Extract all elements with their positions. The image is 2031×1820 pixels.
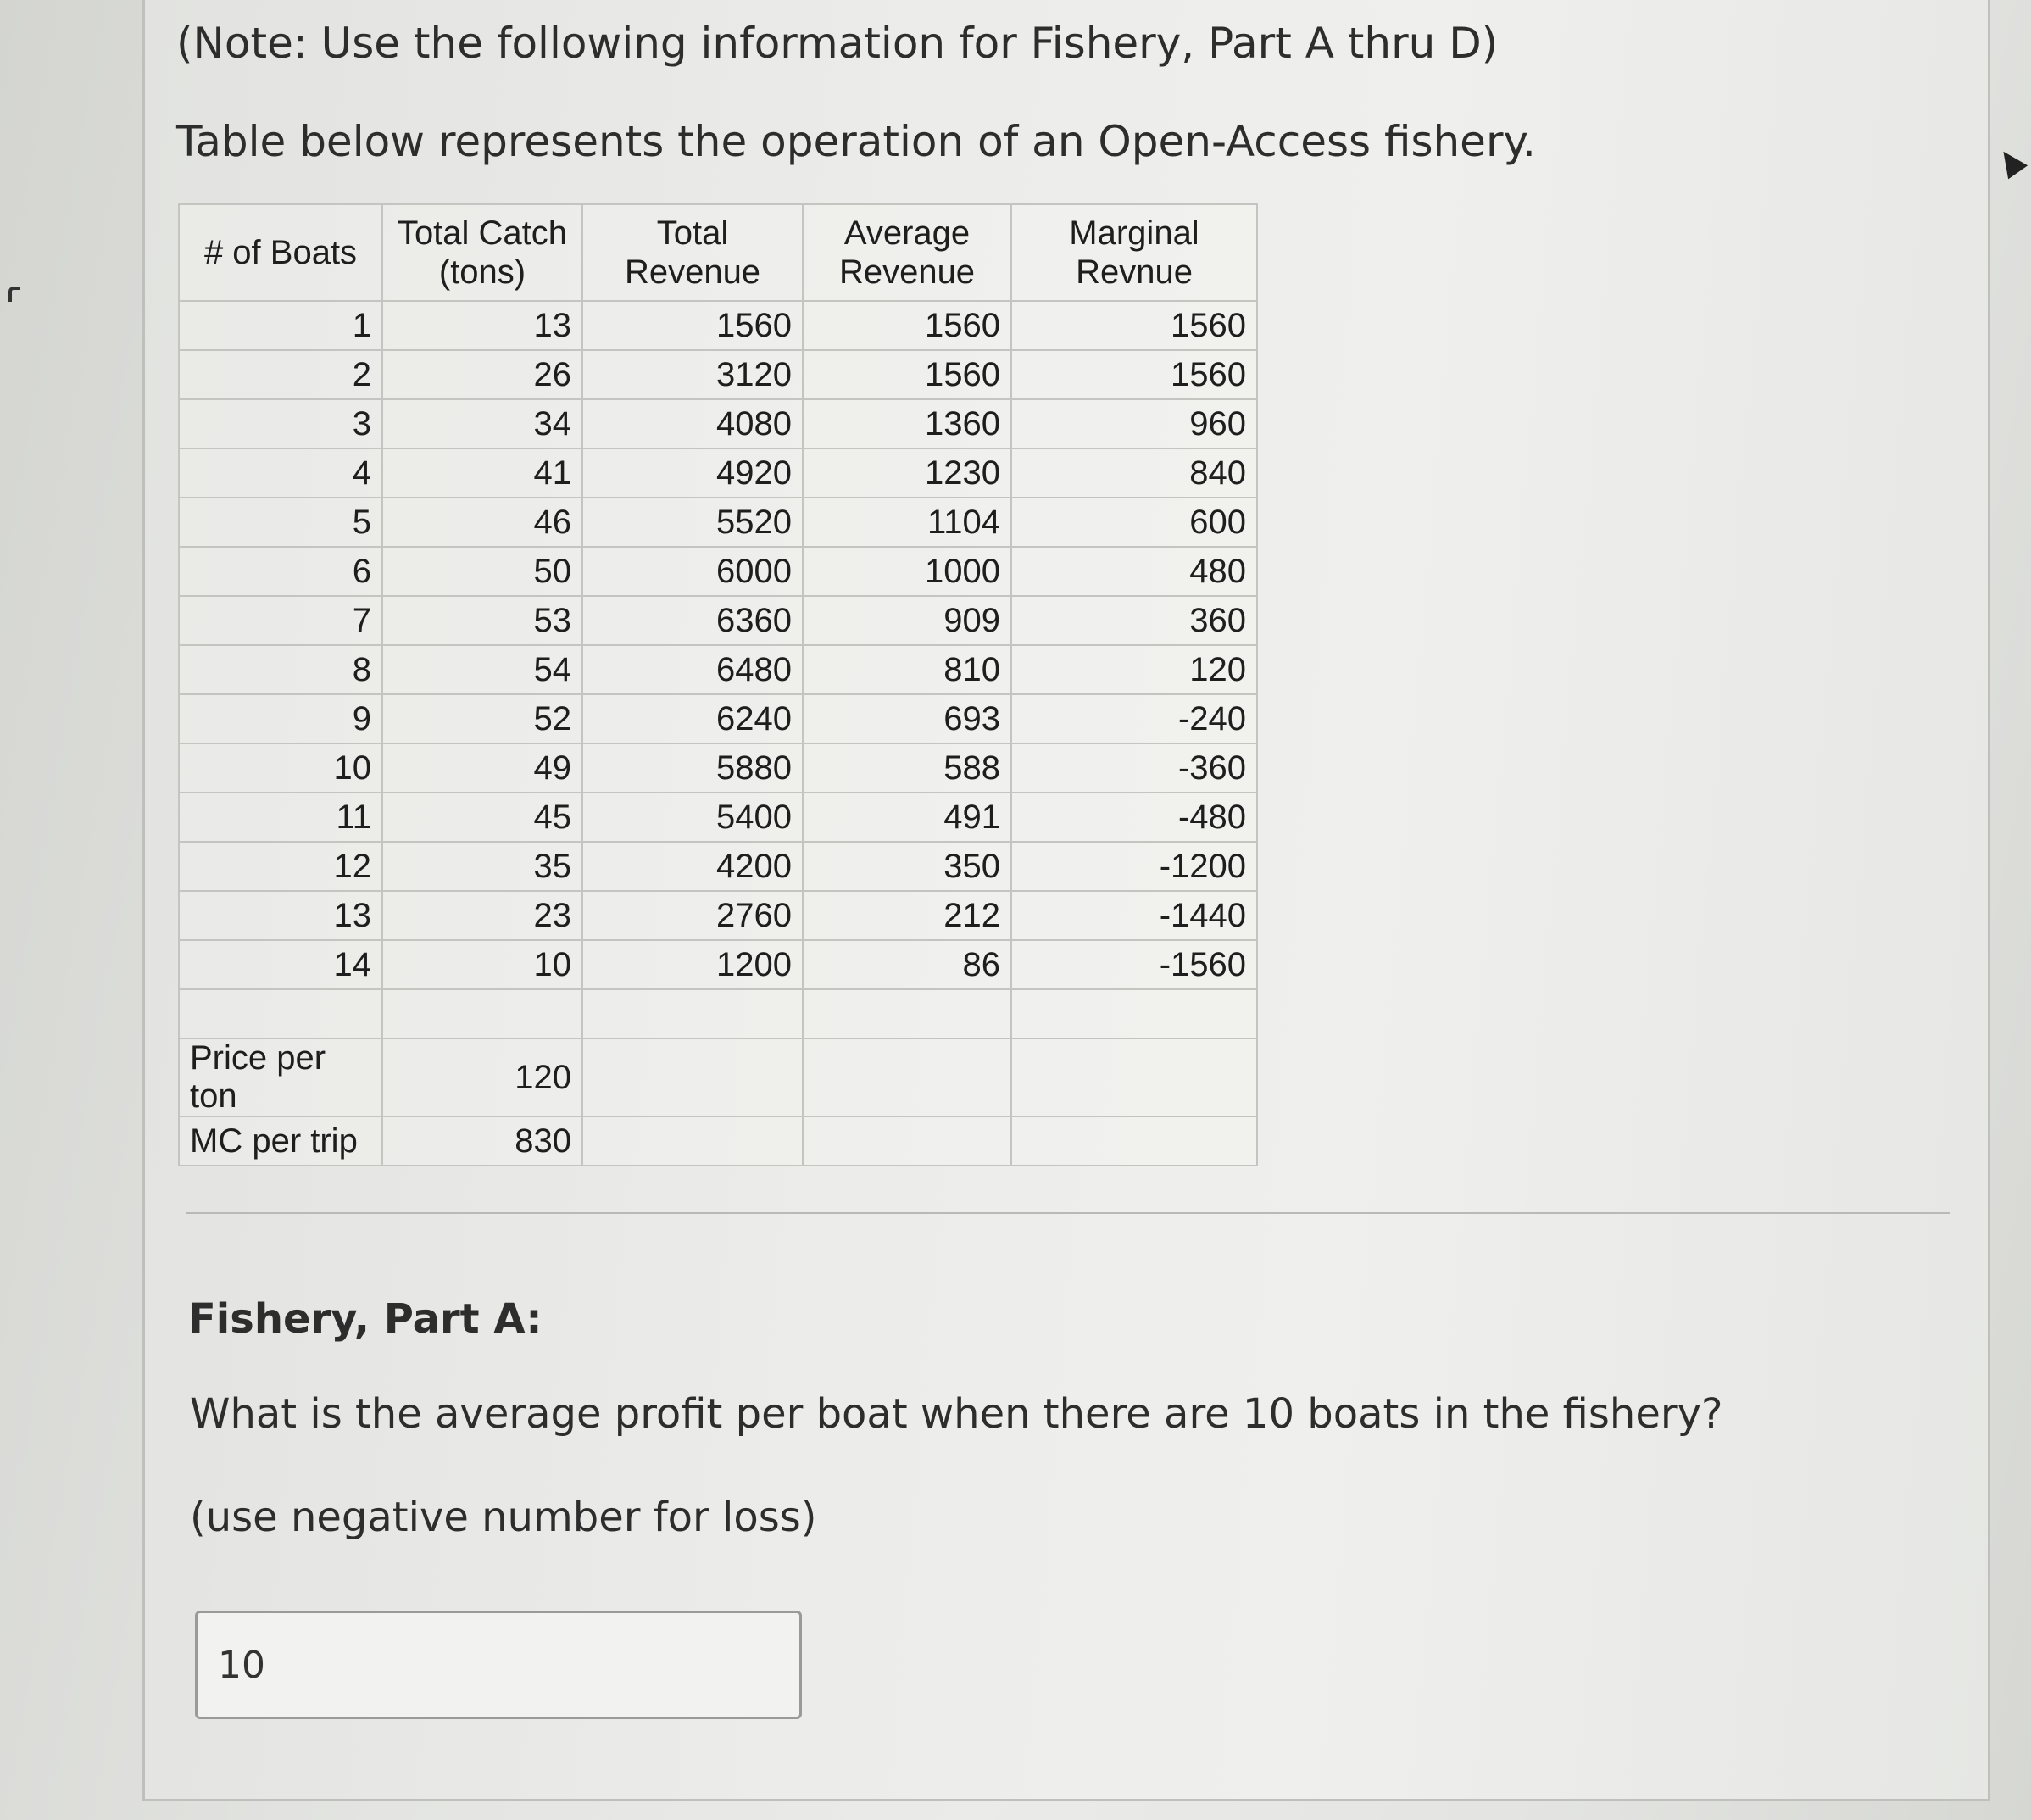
cell-average-revenue: 1560	[803, 350, 1011, 399]
header-marginal-revenue-line2: Revnue	[1076, 253, 1193, 291]
cell-total-revenue: 5520	[582, 498, 803, 547]
cell-total-revenue: 2760	[582, 891, 803, 940]
cell-marginal-revenue: -360	[1011, 743, 1257, 793]
cell-total-revenue: 6360	[582, 596, 803, 645]
table-row	[179, 596, 1257, 645]
cell-catch: 35	[382, 842, 582, 891]
cell-empty	[1011, 1038, 1257, 1116]
cell-marginal-revenue: 480	[1011, 547, 1257, 596]
header-average-revenue-line1: Average	[843, 214, 971, 252]
mc-per-trip-label: MC per trip	[179, 1116, 382, 1166]
header-boats	[179, 204, 382, 301]
cell-average-revenue: 86	[803, 940, 1011, 989]
header-total-catch	[382, 204, 582, 301]
cell-marginal-revenue: -1200	[1011, 842, 1257, 891]
cell-marginal-revenue: -1440	[1011, 891, 1257, 940]
fishery-data-table	[178, 203, 1258, 1166]
cell-average-revenue: 1000	[803, 547, 1011, 596]
header-marginal-revenue-line1: Marginal	[1069, 214, 1199, 252]
header-average-revenue	[803, 204, 1011, 301]
cell-boats: 4	[179, 448, 382, 498]
table-row	[179, 547, 1257, 596]
cell-boats: 1	[179, 301, 382, 350]
cell-catch: 13	[382, 301, 582, 350]
mc-per-trip-value: 830	[382, 1116, 582, 1166]
cell-total-revenue: 6000	[582, 547, 803, 596]
header-total-revenue-line1: Total	[656, 214, 729, 252]
table-row	[179, 645, 1257, 694]
price-per-ton-value: 120	[382, 1038, 582, 1116]
cell-empty	[803, 1116, 1011, 1166]
header-marginal-revenue	[1011, 204, 1257, 301]
cell-catch: 34	[382, 399, 582, 448]
cell-marginal-revenue: 120	[1011, 645, 1257, 694]
cell-marginal-revenue: -480	[1011, 793, 1257, 842]
cell-total-revenue: 4080	[582, 399, 803, 448]
cell-boats: 7	[179, 596, 382, 645]
cell-total-revenue: 5400	[582, 793, 803, 842]
note-text: (Note: Use the following information for Fishery, Part A thru D)	[176, 19, 1499, 68]
cell-average-revenue: 350	[803, 842, 1011, 891]
header-average-revenue-line2: Revenue	[838, 253, 976, 291]
cell-empty	[803, 1038, 1011, 1116]
cell-total-revenue: 5880	[582, 743, 803, 793]
table-row	[179, 399, 1257, 448]
section-divider	[186, 1212, 1950, 1214]
part-a-question: What is the average profit per boat when there are 10 boats in the fishery?	[190, 1390, 1723, 1438]
header-total-catch-line1: Total Catch	[397, 214, 568, 252]
cell-empty	[179, 989, 382, 1038]
cell-catch: 10	[382, 940, 582, 989]
cell-catch: 23	[382, 891, 582, 940]
cell-average-revenue: 1104	[803, 498, 1011, 547]
cell-boats: 2	[179, 350, 382, 399]
cell-average-revenue: 588	[803, 743, 1011, 793]
table-row	[179, 743, 1257, 793]
cell-empty	[382, 989, 582, 1038]
cell-marginal-revenue: -240	[1011, 694, 1257, 743]
cell-empty	[582, 1116, 803, 1166]
cell-boats: 13	[179, 891, 382, 940]
table-row	[179, 694, 1257, 743]
cell-catch: 41	[382, 448, 582, 498]
price-per-ton-label: Price per ton	[179, 1038, 382, 1116]
cell-total-revenue: 1560	[582, 301, 803, 350]
stray-mark-icon	[8, 287, 20, 302]
cell-average-revenue: 212	[803, 891, 1011, 940]
table-row-price	[179, 1038, 1257, 1116]
cell-empty	[803, 989, 1011, 1038]
header-boats-label: # of Boats	[203, 234, 358, 271]
cell-marginal-revenue: 1560	[1011, 350, 1257, 399]
cell-boats: 6	[179, 547, 382, 596]
table-row	[179, 301, 1257, 350]
header-total-revenue-line2: Revenue	[624, 253, 761, 291]
header-total-revenue	[582, 204, 803, 301]
cell-boats: 10	[179, 743, 382, 793]
cell-catch: 53	[382, 596, 582, 645]
cell-average-revenue: 810	[803, 645, 1011, 694]
cell-total-revenue: 3120	[582, 350, 803, 399]
cell-marginal-revenue: 1560	[1011, 301, 1257, 350]
cell-total-revenue: 6240	[582, 694, 803, 743]
part-a-hint: (use negative number for loss)	[190, 1494, 817, 1541]
cell-average-revenue: 1360	[803, 399, 1011, 448]
cell-boats: 12	[179, 842, 382, 891]
cell-average-revenue: 1560	[803, 301, 1011, 350]
cell-marginal-revenue: 960	[1011, 399, 1257, 448]
cell-average-revenue: 491	[803, 793, 1011, 842]
cell-boats: 9	[179, 694, 382, 743]
table-row	[179, 940, 1257, 989]
cell-catch: 46	[382, 498, 582, 547]
table-row	[179, 842, 1257, 891]
cell-total-revenue: 4920	[582, 448, 803, 498]
cell-total-revenue: 1200	[582, 940, 803, 989]
cell-catch: 50	[382, 547, 582, 596]
intro-text: Table below represents the operation of an Open-Access fishery.	[176, 117, 1536, 166]
cell-catch: 26	[382, 350, 582, 399]
table-row	[179, 891, 1257, 940]
cell-total-revenue: 4200	[582, 842, 803, 891]
part-a-title: Fishery, Part A:	[188, 1295, 543, 1343]
cell-catch: 49	[382, 743, 582, 793]
cell-catch: 52	[382, 694, 582, 743]
cell-catch: 54	[382, 645, 582, 694]
table-header-row	[179, 204, 1257, 301]
table-row-mc	[179, 1116, 1257, 1166]
cell-empty	[1011, 989, 1257, 1038]
cell-marginal-revenue: 360	[1011, 596, 1257, 645]
cell-empty	[582, 1038, 803, 1116]
table-row	[179, 498, 1257, 547]
cell-empty	[1011, 1116, 1257, 1166]
cell-boats: 11	[179, 793, 382, 842]
table-row	[179, 793, 1257, 842]
cell-boats: 5	[179, 498, 382, 547]
cell-boats: 3	[179, 399, 382, 448]
table-row	[179, 448, 1257, 498]
cell-average-revenue: 693	[803, 694, 1011, 743]
cell-boats: 8	[179, 645, 382, 694]
header-total-catch-line2: (tons)	[438, 253, 526, 291]
cell-average-revenue: 909	[803, 596, 1011, 645]
cell-boats: 14	[179, 940, 382, 989]
table-row	[179, 350, 1257, 399]
cell-average-revenue: 1230	[803, 448, 1011, 498]
cell-marginal-revenue: 840	[1011, 448, 1257, 498]
cell-empty	[582, 989, 803, 1038]
cell-marginal-revenue: -1560	[1011, 940, 1257, 989]
cell-total-revenue: 6480	[582, 645, 803, 694]
cell-catch: 45	[382, 793, 582, 842]
answer-input[interactable]	[195, 1611, 802, 1719]
cell-marginal-revenue: 600	[1011, 498, 1257, 547]
table-row-empty	[179, 989, 1257, 1038]
